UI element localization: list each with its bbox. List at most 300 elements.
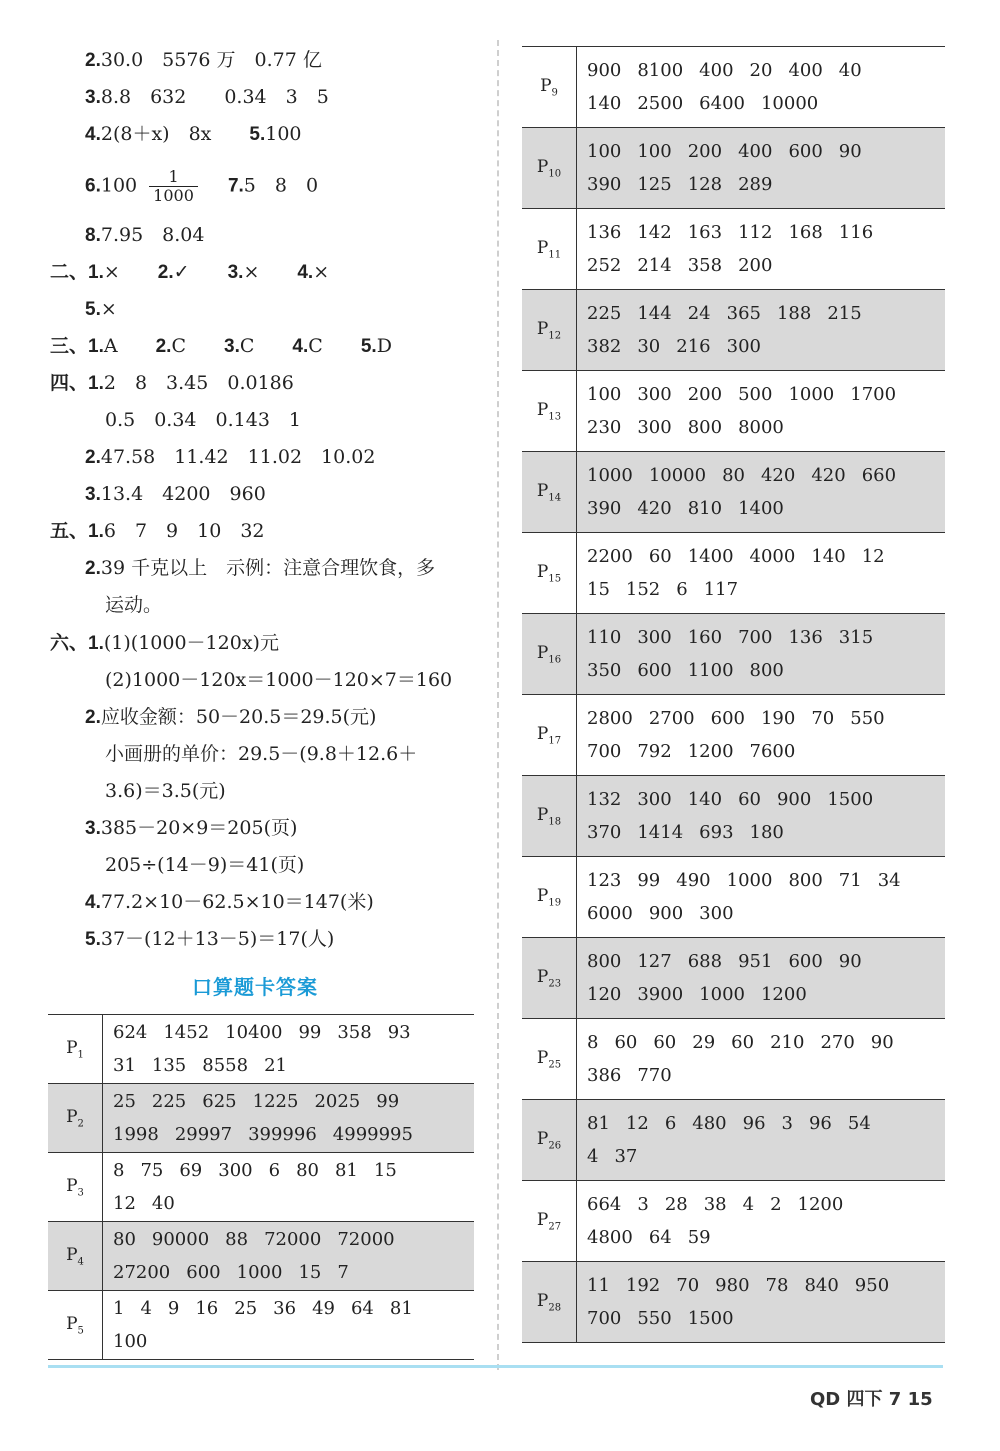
answer-value: 660 <box>861 465 897 486</box>
value-line <box>587 378 945 411</box>
answer-value: 81 <box>587 1113 610 1134</box>
answer-value: 625 <box>202 1091 237 1112</box>
answer-value: 600 <box>788 141 823 162</box>
answer-values <box>577 452 946 533</box>
answer-value: 125 <box>637 174 672 195</box>
table-row <box>522 128 945 209</box>
answer-value: 135 <box>151 1055 187 1076</box>
page-label: $P_{10}$ <box>522 128 577 209</box>
answer-value: 60 <box>648 546 672 567</box>
answer-value: 300 <box>726 336 761 357</box>
table-row <box>522 290 945 371</box>
answer-values <box>103 1222 475 1291</box>
answer-value: 29997 <box>174 1124 233 1145</box>
answer-value: 80 <box>722 465 745 486</box>
value-line <box>587 945 945 978</box>
answer-value: 88 <box>225 1229 249 1250</box>
value-line <box>113 1016 474 1049</box>
answer-value: 810 <box>687 498 723 519</box>
answer-value: 200 <box>687 384 723 405</box>
answer-value: 600 <box>710 708 745 729</box>
answer-value: 300 <box>637 417 672 438</box>
answer-value: 688 <box>687 951 723 972</box>
column-divider <box>497 40 499 1370</box>
answer-values <box>103 1084 475 1153</box>
answer-values <box>577 614 946 695</box>
table-row <box>522 1181 945 1262</box>
answer-value: 4 <box>587 1146 599 1167</box>
table-row <box>522 452 945 533</box>
answer-value: 1100 <box>687 660 734 681</box>
value-line <box>587 1269 945 1302</box>
answer-value: 8 <box>113 1160 125 1181</box>
value-line <box>113 1187 474 1220</box>
answer-value: 215 <box>827 303 862 324</box>
answer-value: 4 <box>140 1298 152 1319</box>
answer-value: 800 <box>749 660 784 681</box>
answer-value: 100 <box>113 1331 148 1352</box>
answer-value: 300 <box>699 903 734 924</box>
answer-value: 16 <box>195 1298 219 1319</box>
value-line <box>113 1325 474 1358</box>
answer-value: 1225 <box>252 1091 299 1112</box>
answer-value: 8 <box>587 1032 599 1053</box>
value-line <box>113 1223 474 1256</box>
answer-value: 200 <box>687 141 723 162</box>
answer-value: 1200 <box>687 741 734 762</box>
answer-value: 700 <box>587 1308 622 1329</box>
value-line <box>113 1154 474 1187</box>
value-line <box>113 1085 474 1118</box>
answer-value: 390 <box>587 174 622 195</box>
answer-value: 315 <box>838 627 874 648</box>
value-line <box>587 783 945 816</box>
answer-value: 127 <box>637 951 672 972</box>
answer-value: 2700 <box>648 708 695 729</box>
page-label: $P_1$ <box>48 1015 103 1084</box>
answer-line: 小画册的单价：29.5－(9.8＋12.6＋ <box>105 743 418 765</box>
answer-values <box>103 1153 475 1222</box>
answer-line: 8.7.95 8.04 <box>85 224 205 246</box>
answer-value: 550 <box>637 1308 672 1329</box>
answer-value: 59 <box>687 1227 711 1248</box>
page-label: $P_{28}$ <box>522 1262 577 1343</box>
answer-value: 600 <box>788 951 823 972</box>
page-label: $P_{17}$ <box>522 695 577 776</box>
answer-value: 80 <box>113 1229 136 1250</box>
table-row <box>522 776 945 857</box>
section-heading: 口算题卡答案 <box>192 975 318 999</box>
answer-value: 60 <box>731 1032 755 1053</box>
answer-line: 5.37－(12＋13－5)＝17(人) <box>85 928 335 950</box>
answer-value: 27200 <box>113 1262 171 1283</box>
value-line <box>587 540 945 573</box>
answer-value: 190 <box>760 708 796 729</box>
answer-value: 792 <box>637 741 672 762</box>
answer-value: 358 <box>337 1022 372 1043</box>
value-line <box>587 864 945 897</box>
answer-line: 五、1.6 7 9 10 32 <box>50 520 265 542</box>
page-label: $P_5$ <box>48 1291 103 1360</box>
answer-value: 1400 <box>738 498 784 519</box>
table-row <box>522 209 945 290</box>
bottom-bar <box>48 1365 943 1368</box>
answer-value: 1000 <box>699 984 745 1005</box>
value-line <box>113 1049 474 1082</box>
answer-value: 1700 <box>850 384 897 405</box>
page-label: $P_{23}$ <box>522 938 577 1019</box>
answer-value: 40 <box>151 1193 175 1214</box>
left-answer-table <box>48 1014 474 1360</box>
answer-value: 4 <box>742 1194 755 1215</box>
value-line <box>587 1026 945 1059</box>
answer-values <box>577 1181 946 1262</box>
answer-value: 386 <box>587 1065 622 1086</box>
value-line <box>587 978 945 1011</box>
page-label: $P_{11}$ <box>522 209 577 290</box>
answer-value: 2025 <box>314 1091 361 1112</box>
answer-value: 12 <box>625 1113 649 1134</box>
answer-value: 90 <box>838 141 862 162</box>
answer-value: 382 <box>587 336 622 357</box>
answer-value: 289 <box>738 174 773 195</box>
value-line <box>587 411 945 444</box>
answer-value: 4000 <box>749 546 796 567</box>
answer-value: 163 <box>687 222 723 243</box>
answer-value: 38 <box>703 1194 727 1215</box>
answer-value: 100 <box>587 384 622 405</box>
value-line <box>587 492 945 525</box>
answer-value: 30 <box>637 336 661 357</box>
answer-value: 112 <box>738 222 773 243</box>
answer-value: 78 <box>765 1275 789 1296</box>
page-label: $P_{16}$ <box>522 614 577 695</box>
value-line <box>587 897 945 930</box>
value-line <box>587 249 945 282</box>
answer-line: 3.13.4 4200 960 <box>85 483 266 505</box>
answer-values <box>577 1100 946 1181</box>
answer-value: 15 <box>587 579 610 600</box>
answer-value: 400 <box>738 141 773 162</box>
answer-value: 600 <box>186 1262 221 1283</box>
answer-value: 15 <box>298 1262 322 1283</box>
answer-values <box>103 1291 475 1360</box>
answer-value: 6 <box>664 1113 677 1134</box>
page-label: $P_{19}$ <box>522 857 577 938</box>
answer-line: 4.2(8＋x) 8x 5.100 <box>85 123 302 145</box>
answer-value: 96 <box>742 1113 766 1134</box>
answer-value: 72000 <box>337 1229 395 1250</box>
answer-line: (2)1000－120x＝1000－120×7＝160 <box>105 669 453 691</box>
answer-value: 225 <box>151 1091 187 1112</box>
page-label: $P_3$ <box>48 1153 103 1222</box>
table-row <box>522 1100 945 1181</box>
value-line <box>587 1140 945 1173</box>
answer-value: 12 <box>113 1193 136 1214</box>
answer-value: 900 <box>587 60 622 81</box>
answer-value: 140 <box>811 546 846 567</box>
answer-value: 420 <box>811 465 846 486</box>
answer-value: 188 <box>776 303 812 324</box>
value-line <box>587 54 945 87</box>
answer-value: 900 <box>648 903 684 924</box>
answer-value: 420 <box>760 465 796 486</box>
table-row <box>522 1019 945 1100</box>
answer-value: 664 <box>587 1194 622 1215</box>
answer-value: 1452 <box>163 1022 210 1043</box>
answer-value: 1400 <box>687 546 734 567</box>
value-line <box>587 459 945 492</box>
answer-value: 10000 <box>760 93 819 114</box>
answer-value: 270 <box>820 1032 855 1053</box>
answer-value: 358 <box>687 255 723 276</box>
answer-value: 180 <box>749 822 784 843</box>
answer-value: 399996 <box>248 1124 317 1145</box>
value-line <box>113 1118 474 1151</box>
answer-line: 4.77.2×10－62.5×10＝147(米) <box>85 891 374 913</box>
answer-line: 2.39 千克以上 示例：注意合理饮食，多 <box>85 557 436 579</box>
answer-value: 192 <box>625 1275 661 1296</box>
answer-value: 400 <box>699 60 734 81</box>
answer-line: 3.8.8 632 0.34 3 5 <box>85 86 329 108</box>
answer-value: 2200 <box>587 546 633 567</box>
table-row <box>48 1291 474 1360</box>
value-line <box>587 1188 945 1221</box>
answer-value: 600 <box>637 660 672 681</box>
answer-value: 2 <box>770 1194 782 1215</box>
answer-value: 1 <box>113 1298 125 1319</box>
answer-value: 770 <box>637 1065 672 1086</box>
answer-value: 800 <box>788 870 823 891</box>
answer-value: 1500 <box>687 1308 734 1329</box>
answer-value: 300 <box>218 1160 253 1181</box>
answer-line-6: 6.100 $\frac{1}{1000}$ 7.5 8 0 <box>85 167 319 205</box>
answer-value: 90 <box>838 951 862 972</box>
page-label: $P_{18}$ <box>522 776 577 857</box>
answer-value: 2800 <box>587 708 633 729</box>
answer-value: 1414 <box>637 822 684 843</box>
answer-value: 2500 <box>637 93 684 114</box>
table-row <box>522 1262 945 1343</box>
answer-values <box>577 1262 946 1343</box>
answer-value: 34 <box>877 870 901 891</box>
page-footer: QD 四下 7 15 <box>810 1389 933 1410</box>
value-line <box>587 87 945 120</box>
answer-value: 6 <box>268 1160 281 1181</box>
answer-value: 144 <box>637 303 672 324</box>
answer-value: 3 <box>781 1113 793 1134</box>
answer-value: 37 <box>614 1146 638 1167</box>
answer-value: 15 <box>373 1160 397 1181</box>
value-line <box>587 330 945 363</box>
answer-value: 900 <box>776 789 812 810</box>
table-row <box>48 1084 474 1153</box>
answer-value: 128 <box>687 174 723 195</box>
answer-value: 3 <box>637 1194 649 1215</box>
page-label: $P_{27}$ <box>522 1181 577 1262</box>
answer-value: 1000 <box>587 465 633 486</box>
answer-value: 216 <box>676 336 711 357</box>
answer-value: 951 <box>738 951 773 972</box>
page-label: $P_{26}$ <box>522 1100 577 1181</box>
table-row <box>522 533 945 614</box>
answer-value: 10000 <box>648 465 707 486</box>
answer-value: 70 <box>811 708 835 729</box>
answer-value: 800 <box>587 951 622 972</box>
answer-value: 624 <box>113 1022 148 1043</box>
answer-values <box>577 209 946 290</box>
answer-value: 168 <box>788 222 823 243</box>
answer-value: 370 <box>587 822 622 843</box>
answer-value: 10400 <box>225 1022 283 1043</box>
value-line <box>587 1059 945 1092</box>
value-line <box>587 297 945 330</box>
answer-value: 93 <box>387 1022 411 1043</box>
answer-value: 120 <box>587 984 622 1005</box>
answer-line: 四、1.2 8 3.45 0.0186 <box>50 372 294 394</box>
answer-value: 550 <box>850 708 885 729</box>
answer-value: 100 <box>587 141 622 162</box>
page-label: $P_{14}$ <box>522 452 577 533</box>
table-row <box>522 695 945 776</box>
answer-line: 205÷(14－9)＝41(页) <box>105 854 305 876</box>
answer-value: 60 <box>653 1032 677 1053</box>
right-answer-table <box>522 46 945 1343</box>
answer-value: 64 <box>648 1227 672 1248</box>
fraction: $\frac{1}{1000}$ <box>149 168 198 205</box>
answer-values <box>577 128 946 209</box>
answer-value: 75 <box>140 1160 164 1181</box>
answer-value: 60 <box>614 1032 638 1053</box>
answer-value: 230 <box>587 417 622 438</box>
answer-values <box>577 695 946 776</box>
answer-value: 1998 <box>113 1124 159 1145</box>
value-line <box>587 1221 945 1254</box>
answer-line: 二、1.× 2.✓ 3.× 4.× <box>50 261 330 283</box>
page-label: $P_{13}$ <box>522 371 577 452</box>
answer-value: 365 <box>726 303 761 324</box>
answer-value: 500 <box>738 384 773 405</box>
answer-value: 80 <box>296 1160 319 1181</box>
answer-value: 300 <box>637 627 672 648</box>
answer-value: 96 <box>808 1113 832 1134</box>
answer-value: 25 <box>234 1298 258 1319</box>
answer-value: 840 <box>804 1275 839 1296</box>
value-line <box>113 1256 474 1289</box>
answer-line: 3.6)＝3.5(元) <box>105 780 226 802</box>
answer-value: 99 <box>637 870 661 891</box>
answer-value: 350 <box>587 660 622 681</box>
answer-line: 六、1.(1)(1000－120x)元 <box>50 632 279 654</box>
answer-value: 700 <box>738 627 773 648</box>
value-line <box>587 702 945 735</box>
answer-line: 5.× <box>85 298 117 320</box>
answer-value: 99 <box>376 1091 400 1112</box>
answer-value: 28 <box>664 1194 688 1215</box>
answer-value: 4999995 <box>332 1124 413 1145</box>
page-label: $P_2$ <box>48 1084 103 1153</box>
answer-line: 2.应收金额：50－20.5＝29.5(元) <box>85 706 377 728</box>
answer-value: 225 <box>587 303 622 324</box>
answer-value: 69 <box>179 1160 203 1181</box>
value-line <box>587 816 945 849</box>
answer-value: 100 <box>637 141 672 162</box>
table-row <box>522 47 945 128</box>
answer-value: 4800 <box>587 1227 633 1248</box>
answer-values <box>577 47 946 128</box>
answer-value: 40 <box>838 60 862 81</box>
answer-value: 11 <box>587 1275 610 1296</box>
answer-value: 480 <box>692 1113 727 1134</box>
answer-value: 252 <box>587 255 622 276</box>
answer-value: 950 <box>854 1275 890 1296</box>
answer-value: 980 <box>715 1275 750 1296</box>
answer-value: 300 <box>637 789 672 810</box>
table-row <box>522 614 945 695</box>
answer-value: 12 <box>861 546 885 567</box>
answer-value: 7 <box>337 1262 349 1283</box>
answer-value: 1200 <box>760 984 807 1005</box>
answer-value: 6 <box>676 579 688 600</box>
answer-value: 54 <box>847 1113 871 1134</box>
answer-line: 三、1.A 2.C 3.C 4.C 5.D <box>50 335 392 357</box>
answer-line: 2.47.58 11.42 11.02 10.02 <box>85 446 376 468</box>
answer-value: 90000 <box>151 1229 210 1250</box>
answer-value: 490 <box>676 870 711 891</box>
answer-value: 8100 <box>637 60 684 81</box>
answer-value: 140 <box>587 93 622 114</box>
answer-value: 70 <box>676 1275 700 1296</box>
page-label: $P_{12}$ <box>522 290 577 371</box>
answer-value: 24 <box>687 303 711 324</box>
answer-value: 81 <box>334 1160 358 1181</box>
answer-value: 8558 <box>202 1055 249 1076</box>
answer-value: 6400 <box>699 93 745 114</box>
answer-value: 1200 <box>797 1194 844 1215</box>
table-row <box>522 938 945 1019</box>
answer-value: 49 <box>312 1298 335 1319</box>
answer-value: 25 <box>113 1091 136 1112</box>
answer-value: 1000 <box>236 1262 283 1283</box>
answer-value: 29 <box>692 1032 716 1053</box>
answer-value: 72000 <box>264 1229 322 1250</box>
answer-value: 7600 <box>749 741 796 762</box>
answer-value: 81 <box>389 1298 413 1319</box>
table-row <box>522 857 945 938</box>
answer-value: 390 <box>587 498 622 519</box>
answer-value: 64 <box>350 1298 374 1319</box>
answer-value: 152 <box>625 579 661 600</box>
answer-value: 142 <box>637 222 672 243</box>
page-label: $P_4$ <box>48 1222 103 1291</box>
answer-value: 136 <box>587 222 622 243</box>
answer-values <box>577 290 946 371</box>
answer-value: 400 <box>788 60 823 81</box>
answer-values <box>577 533 946 614</box>
answer-value: 210 <box>770 1032 805 1053</box>
answer-value: 1000 <box>788 384 835 405</box>
answer-line: 运动。 <box>105 594 163 616</box>
value-line <box>587 1302 945 1335</box>
answer-value: 8000 <box>738 417 784 438</box>
answer-value: 20 <box>749 60 773 81</box>
answer-value: 160 <box>687 627 723 648</box>
value-line <box>587 573 945 606</box>
answer-value: 6000 <box>587 903 633 924</box>
answer-value: 123 <box>587 870 622 891</box>
answer-value: 116 <box>838 222 874 243</box>
answer-value: 3900 <box>637 984 684 1005</box>
